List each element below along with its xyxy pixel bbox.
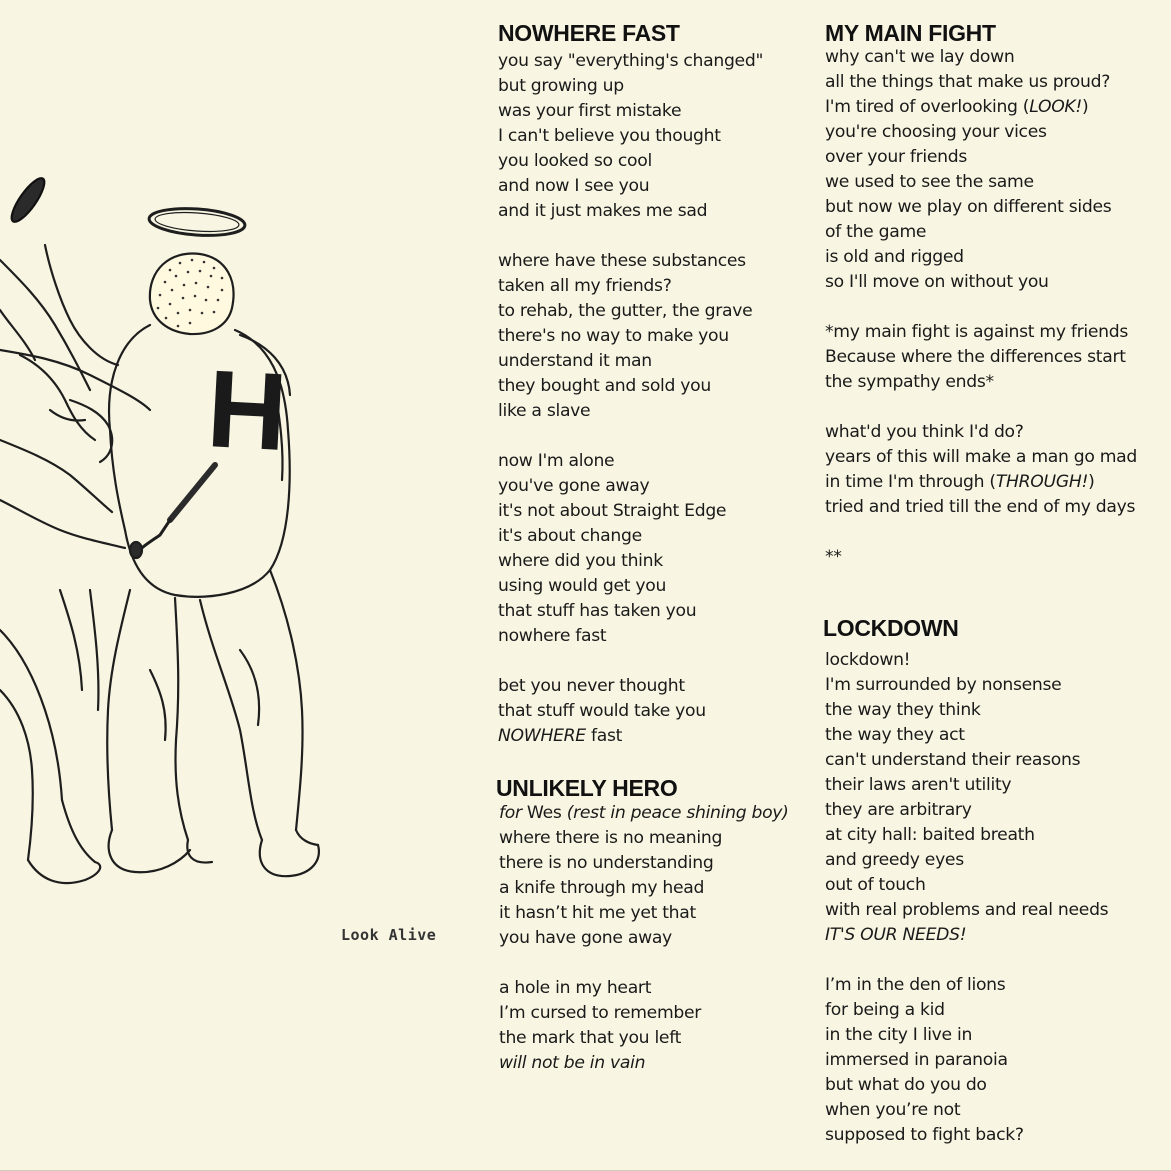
- lyric-line: so I'll move on without you: [825, 272, 1049, 292]
- lyric-line: is old and rigged: [825, 247, 964, 267]
- footnote-marker: **: [825, 547, 842, 567]
- letter-h: H: [204, 347, 291, 475]
- lyric-line: they bought and sold you: [498, 376, 711, 396]
- lyric-line: where did you think: [498, 551, 663, 571]
- lyric-line: what'd you think I'd do?: [825, 422, 1024, 442]
- lyric-line: but what do you do: [825, 1075, 987, 1095]
- stanza-break: [825, 295, 1137, 320]
- lyric-line: but now we play on different sides: [825, 197, 1112, 217]
- song-lockdown: [823, 615, 1108, 1148]
- dedication-name: Wes: [521, 803, 567, 823]
- dedication-note: (rest in peace shining boy): [566, 803, 789, 823]
- lyric-line: and now I see you: [498, 176, 650, 196]
- lyric-line: like a slave: [498, 401, 591, 421]
- lyric-line-final: will not be in vain: [499, 1053, 646, 1073]
- song-title: LOCKDOWN: [823, 615, 959, 641]
- lyric-line: they are arbitrary: [825, 800, 972, 820]
- song-title: MY MAIN FIGHT: [825, 20, 996, 46]
- lyric-line: you've gone away: [498, 476, 650, 496]
- lyric-line: using would get you: [498, 576, 667, 596]
- illustration-embracing-figures: [0, 150, 470, 930]
- illustration-caption: Look Alive: [341, 926, 437, 944]
- lyrics: [823, 648, 1108, 1148]
- lyric-line: Because where the differences start: [825, 347, 1126, 367]
- lyric-line: of the game: [825, 222, 927, 242]
- halo-icon: [148, 206, 246, 239]
- lyric-line: there is no understanding: [499, 853, 714, 873]
- stanza-break: [825, 948, 1108, 973]
- lyric-line: it's not about Straight Edge: [498, 501, 727, 521]
- emphasis-text: THROUGH!: [995, 472, 1089, 492]
- lyric-line: nowhere fast: [498, 626, 607, 646]
- lyric-line: I’m in the den of lions: [825, 975, 1006, 995]
- lyric-line: and it just makes me sad: [498, 201, 708, 221]
- lyric-line-emphasis: IT'S OUR NEEDS!: [825, 925, 967, 945]
- lyric-line: their laws aren't utility: [825, 775, 1012, 795]
- lyric-line: where have these substances: [498, 251, 746, 271]
- lyric-line: we used to see the same: [825, 172, 1034, 192]
- lyric-line: out of touch: [825, 875, 926, 895]
- stanza-break: [499, 951, 789, 976]
- song-title: NOWHERE FAST: [498, 20, 680, 46]
- lyric-line: why can't we lay down: [825, 47, 1015, 67]
- emphasis-text: NOWHERE: [498, 726, 586, 746]
- lyric-line: you have gone away: [499, 928, 672, 948]
- lyric-line: I'm surrounded by nonsense: [825, 675, 1062, 695]
- lyric-line: years of this will make a man go mad: [825, 447, 1138, 467]
- lyric-line: lockdown!: [825, 650, 911, 670]
- lyric-line: that stuff would take you: [498, 701, 706, 721]
- lyric-line: the mark that you left: [499, 1028, 682, 1048]
- lyric-line: can't understand their reasons: [825, 750, 1081, 770]
- lyric-line: in the city I live in: [825, 1025, 973, 1045]
- song-unlikely-hero: [496, 775, 789, 1076]
- stanza-break: [498, 649, 763, 674]
- lyric-line: now I'm alone: [498, 451, 615, 471]
- lyric-text: ): [1088, 472, 1095, 492]
- lyric-line: the way they think: [825, 700, 981, 720]
- lyric-line: to rehab, the gutter, the grave: [498, 301, 753, 321]
- lyric-line: over your friends: [825, 147, 968, 167]
- lyric-text: in time I'm through (: [825, 472, 996, 492]
- stanza-break: [498, 424, 763, 449]
- lyrics: [496, 801, 789, 1076]
- stanza-break: [498, 224, 763, 249]
- emphasis-text: LOOK!: [1029, 97, 1082, 117]
- lyric-line: immersed in paranoia: [825, 1050, 1008, 1070]
- lyric-line: was your first mistake: [498, 101, 682, 121]
- lyric-text: I'm tired of overlooking (: [825, 97, 1030, 117]
- lyric-line: understand it man: [498, 351, 652, 371]
- song-title: UNLIKELY HERO: [496, 775, 678, 801]
- lyric-line: that stuff has taken you: [498, 601, 697, 621]
- left-figure-halo-icon: [7, 174, 50, 226]
- shaved-head: [150, 253, 234, 334]
- stanza-break: [825, 520, 1137, 545]
- lyric-line: when you’re not: [825, 1100, 961, 1120]
- lyrics: [498, 49, 763, 749]
- lyric-line: *my main fight is against my friends: [825, 322, 1129, 342]
- lyric-text: fast: [585, 726, 623, 746]
- lyric-line-through: [825, 470, 1137, 495]
- lyric-line: the sympathy ends*: [825, 372, 994, 392]
- lyric-line: you're choosing your vices: [825, 122, 1047, 142]
- lyric-line: taken all my friends?: [498, 276, 672, 296]
- song-nowhere-fast: [498, 20, 763, 749]
- lyric-line: there's no way to make you: [498, 326, 729, 346]
- lyric-line: bet you never thought: [498, 676, 685, 696]
- lyric-line: it's about change: [498, 526, 642, 546]
- lyrics: [825, 45, 1137, 570]
- lyric-line: where there is no meaning: [499, 828, 723, 848]
- lyric-line: it hasn’t hit me yet that: [499, 903, 696, 923]
- song-my-main-fight: [825, 20, 1137, 570]
- lyric-line: and greedy eyes: [825, 850, 964, 870]
- dedication-line: [499, 801, 789, 826]
- lyric-line: I’m cursed to remember: [499, 1003, 702, 1023]
- lyric-line: with real problems and real needs: [825, 900, 1109, 920]
- lyric-line: I can't believe you thought: [498, 126, 721, 146]
- lyric-line: but growing up: [498, 76, 624, 96]
- lyric-line: the way they act: [825, 725, 965, 745]
- lyric-line-final: [498, 724, 763, 749]
- lyric-line: tried and tried till the end of my days: [825, 497, 1136, 517]
- dedication-for: for: [499, 803, 522, 823]
- lyric-line: a knife through my head: [499, 878, 705, 898]
- lyric-text: ): [1081, 97, 1089, 117]
- lyric-line: at city hall: baited breath: [825, 825, 1035, 845]
- lyric-line: you looked so cool: [498, 151, 652, 171]
- stanza-break: [825, 395, 1137, 420]
- lyric-line: for being a kid: [825, 1000, 945, 1020]
- lyric-line-look: [825, 95, 1137, 120]
- lyric-line: a hole in my heart: [499, 978, 652, 998]
- lyric-line: all the things that make us proud?: [825, 72, 1111, 92]
- lyric-line: supposed to fight back?: [825, 1125, 1024, 1145]
- lyric-line: you say "everything's changed": [498, 51, 764, 71]
